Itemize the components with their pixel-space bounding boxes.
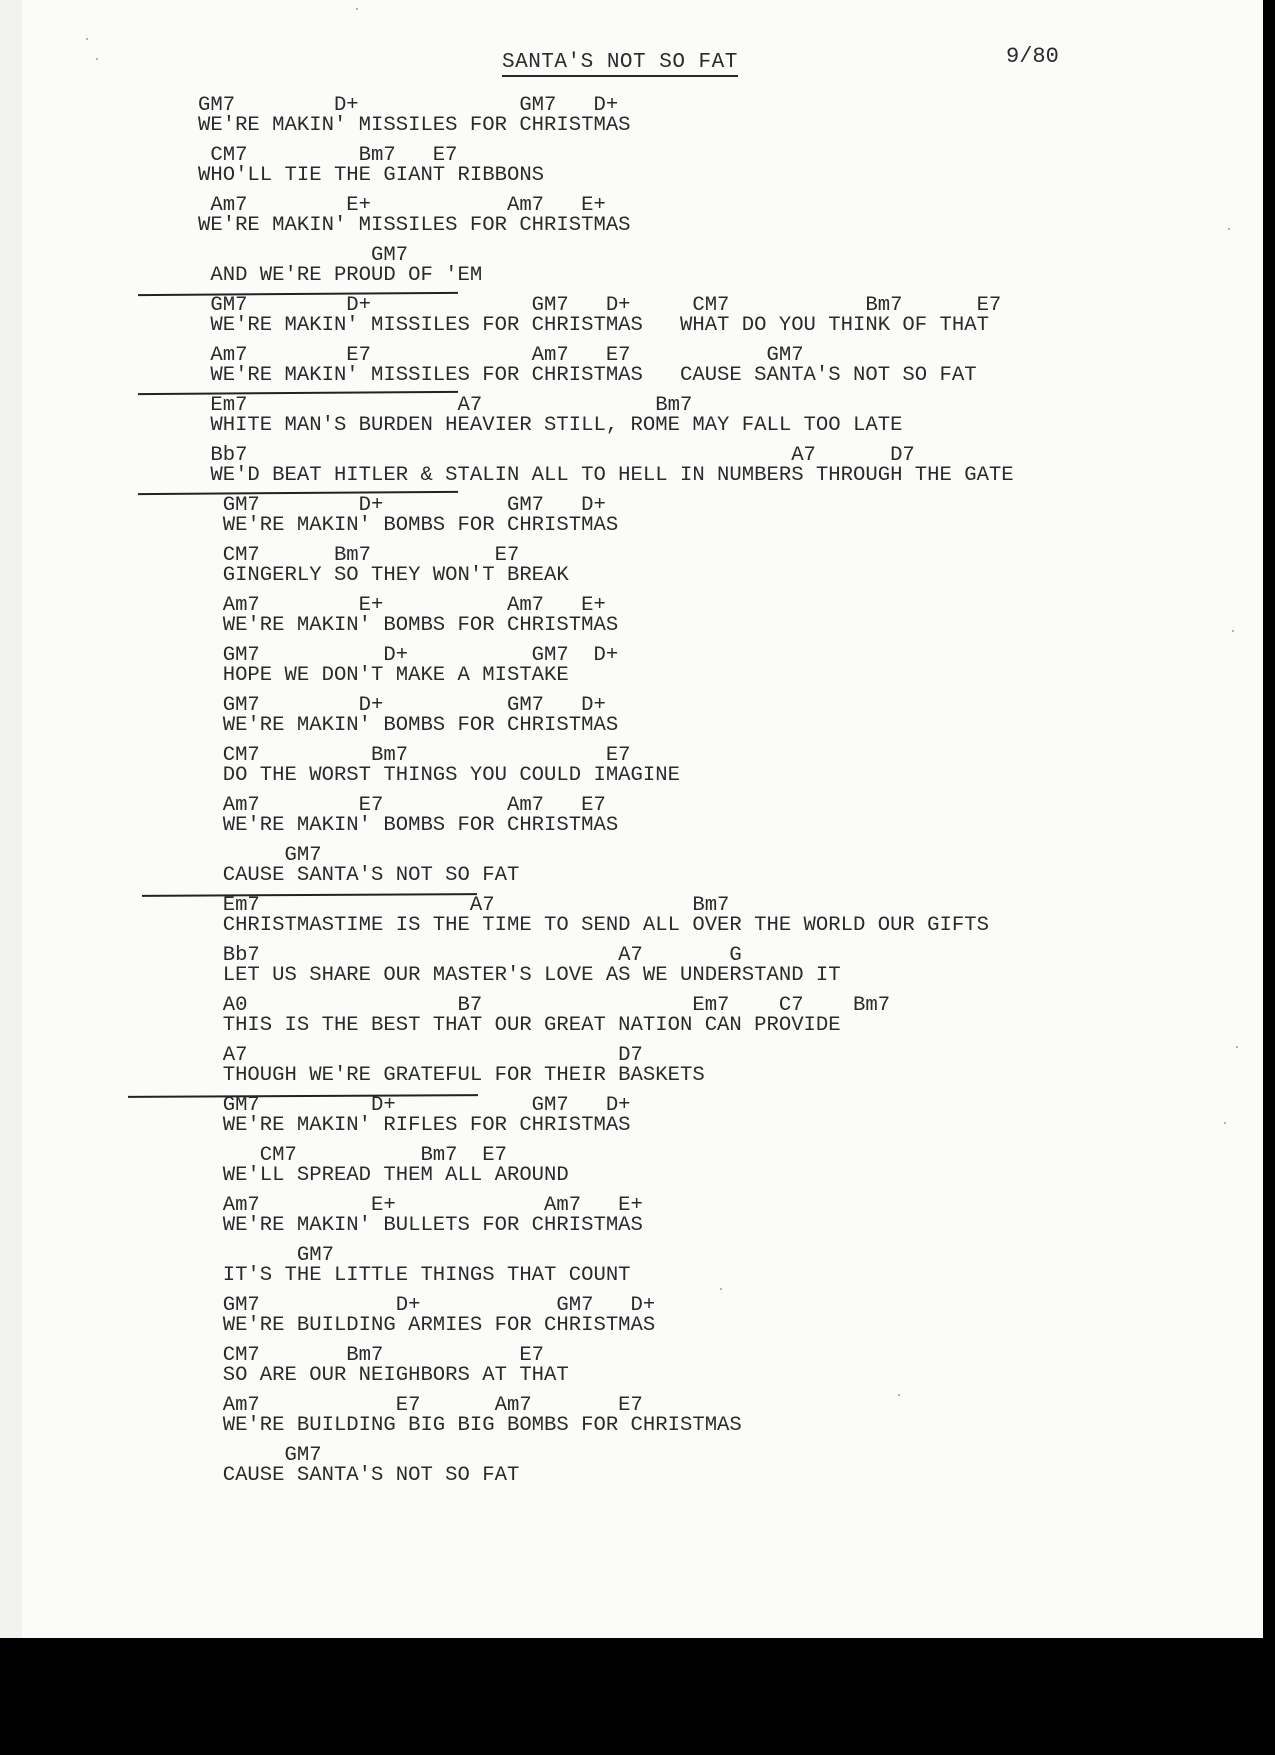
chord-line: A0 B7 Em7 C7 Bm7 <box>198 994 891 1017</box>
scan-speck <box>356 8 358 10</box>
chord-line: Bb7 A7 G <box>198 944 742 967</box>
chord-line: Am7 E+ Am7 E+ <box>198 194 606 217</box>
lyric-line: CAUSE SANTA'S NOT SO FAT <box>198 1464 520 1487</box>
lyric-line: WE'RE MAKIN' BOMBS FOR CHRISTMAS <box>198 614 619 637</box>
chord-line: CM7 Bm7 E7 <box>198 1144 507 1167</box>
chord-line: Am7 E7 Am7 E7 GM7 <box>198 344 804 367</box>
scan-speck <box>898 1394 900 1396</box>
chord-line: GM7 <box>198 844 322 867</box>
lyric-line: WE'RE MAKIN' MISSILES FOR CHRISTMAS <box>198 214 631 237</box>
lyric-line: WE'RE MAKIN' BOMBS FOR CHRISTMAS <box>198 514 619 537</box>
lyric-line: WE'D BEAT HITLER & STALIN ALL TO HELL IN NUMBERS THROUGH THE GATE <box>198 464 1014 487</box>
chord-line: GM7 <box>198 1444 322 1467</box>
chord-line: GM7 D+ GM7 D+ <box>198 644 619 667</box>
lyric-line: SO ARE OUR NEIGHBORS AT THAT <box>198 1364 569 1387</box>
lyric-line: WHO'LL TIE THE GIANT RIBBONS <box>198 164 545 187</box>
scan-speck <box>1232 630 1234 632</box>
lyric-line: WE'RE MAKIN' MISSILES FOR CHRISTMAS CAUSE SANTA'S NOT SO FAT <box>198 364 977 387</box>
chord-line: GM7 D+ GM7 D+ <box>198 1094 631 1117</box>
chord-line: Em7 A7 Bm7 <box>198 394 693 417</box>
chord-line: CM7 Bm7 E7 <box>198 544 520 567</box>
scan-speck <box>1228 228 1230 230</box>
chord-line: Am7 E+ Am7 E+ <box>198 1194 643 1217</box>
scan-speck <box>96 58 98 60</box>
lyric-line: THIS IS THE BEST THAT OUR GREAT NATION CAN PROVIDE <box>198 1014 841 1037</box>
chord-line: GM7 <box>198 1244 334 1267</box>
chord-line: GM7 D+ GM7 D+ <box>198 1294 656 1317</box>
lyric-line: WE'RE BUILDING BIG BIG BOMBS FOR CHRISTMAS <box>198 1414 742 1437</box>
chord-line: CM7 Bm7 E7 <box>198 744 631 767</box>
scan-speck <box>1236 1046 1238 1048</box>
lyric-line: DO THE WORST THINGS YOU COULD IMAGINE <box>198 764 680 787</box>
chord-line: CM7 Bm7 E7 <box>198 144 458 167</box>
chord-line: Am7 E7 Am7 E7 <box>198 1394 643 1417</box>
lyric-line: WE'RE MAKIN' MISSILES FOR CHRISTMAS <box>198 114 631 137</box>
chord-line: Bb7 A7 D7 <box>198 444 915 467</box>
song-date: 9/80 <box>1006 44 1059 69</box>
chord-line: Am7 E7 Am7 E7 <box>198 794 606 817</box>
scan-speck <box>86 38 88 40</box>
lyric-line: WE'RE MAKIN' MISSILES FOR CHRISTMAS WHAT DO YOU THINK OF THAT <box>198 314 989 337</box>
lyric-line: CAUSE SANTA'S NOT SO FAT <box>198 864 520 887</box>
chord-line: CM7 Bm7 E7 <box>198 1344 545 1367</box>
chord-line: GM7 D+ GM7 D+ <box>198 694 606 717</box>
lyric-line: THOUGH WE'RE GRATEFUL FOR THEIR BASKETS <box>198 1064 705 1087</box>
lyric-line: WE'RE MAKIN' BULLETS FOR CHRISTMAS <box>198 1214 643 1237</box>
page-edge-shadow <box>0 0 22 1638</box>
lyric-line: LET US SHARE OUR MASTER'S LOVE AS WE UNDERSTAND IT <box>198 964 841 987</box>
chord-line: GM7 D+ GM7 D+ <box>198 494 606 517</box>
song-title: SANTA'S NOT SO FAT <box>502 52 738 77</box>
lyric-line: GINGERLY SO THEY WON'T BREAK <box>198 564 569 587</box>
scan-speck <box>1224 1122 1226 1124</box>
chord-line: GM7 D+ GM7 D+ <box>198 94 619 117</box>
chord-line: GM7 D+ GM7 D+ CM7 Bm7 E7 <box>198 294 1002 317</box>
chord-line: GM7 <box>198 244 409 267</box>
chord-line: Em7 A7 Bm7 <box>198 894 730 917</box>
lyric-line: CHRISTMASTIME IS THE TIME TO SEND ALL OVER THE WORLD OUR GIFTS <box>198 914 989 937</box>
lyric-line: WE'RE MAKIN' BOMBS FOR CHRISTMAS <box>198 814 619 837</box>
lyric-line: WHITE MAN'S BURDEN HEAVIER STILL, ROME MAY FALL TOO LATE <box>198 414 903 437</box>
lyric-line: HOPE WE DON'T MAKE A MISTAKE <box>198 664 569 687</box>
lyric-line: WE'RE MAKIN' RIFLES FOR CHRISTMAS <box>198 1114 631 1137</box>
lyric-line: IT'S THE LITTLE THINGS THAT COUNT <box>198 1264 631 1287</box>
scan-speck <box>720 1288 722 1290</box>
chord-line: A7 D7 <box>198 1044 643 1067</box>
scanner-bed-bottom <box>0 1638 1275 1755</box>
lyric-line: AND WE'RE PROUD OF 'EM <box>198 264 483 287</box>
lyric-line: WE'RE BUILDING ARMIES FOR CHRISTMAS <box>198 1314 656 1337</box>
chord-line: Am7 E+ Am7 E+ <box>198 594 606 617</box>
scanner-bed-right <box>1263 0 1275 1755</box>
lyric-line: WE'RE MAKIN' BOMBS FOR CHRISTMAS <box>198 714 619 737</box>
lyric-line: WE'LL SPREAD THEM ALL AROUND <box>198 1164 569 1187</box>
